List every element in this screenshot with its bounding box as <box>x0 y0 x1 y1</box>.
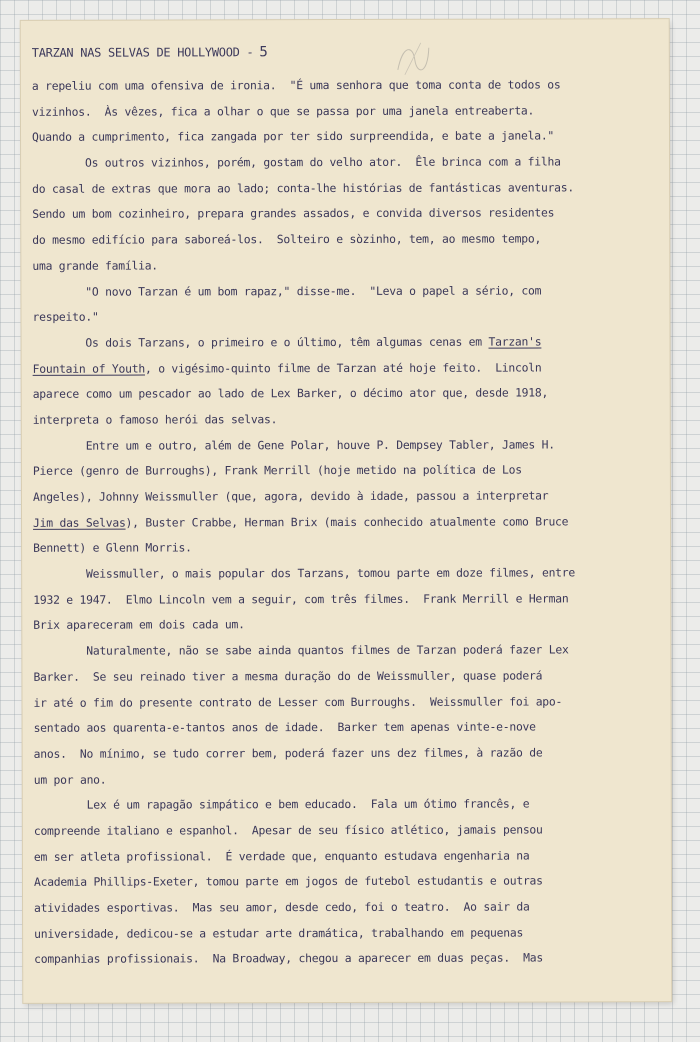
text-line <box>33 329 663 356</box>
text-line <box>32 175 662 202</box>
text-line <box>34 791 664 818</box>
page-number: 5 <box>259 44 268 61</box>
text-line <box>32 124 662 151</box>
line-text: Angeles), Johnny Weissmuller (que, agora, devido à idade, passou a interpretar <box>32 488 549 504</box>
text-line <box>33 535 663 562</box>
line-text: atividades esportivas. Mas seu amor, desde cedo, foi o teatro. Ao sair da <box>34 899 530 915</box>
body-text <box>32 72 664 973</box>
text-line <box>34 740 664 767</box>
line-text: aparece como um pescador ao lado de Lex Barker, o décimo ator que, desde 1918, <box>32 385 549 402</box>
line-text: universidade, dedicou-se a estudar arte dramática, trabalhando em pequenas <box>34 925 524 941</box>
text-line <box>32 72 662 99</box>
text-line <box>32 252 662 279</box>
line-text: compreende italiano e espanhol. Apesar de seu físico atlético, jamais pensou <box>33 822 543 838</box>
text-line <box>34 766 664 793</box>
line-text: Barker. Se seu reinado tiver a mesma duração do de Weissmuller, quase poderá <box>33 668 543 684</box>
line-text: , o vigésimo-quinto filme de Tarzan até hoje feito. Lincoln <box>144 360 542 376</box>
typewritten-page <box>21 19 672 1003</box>
line-text: interpreta o famoso herói das selvas. <box>32 412 278 427</box>
line-text: respeito." <box>32 309 99 325</box>
text-line <box>33 637 663 664</box>
header-title: TARZAN NAS SELVAS DE HOLLYWOOD - <box>31 45 254 60</box>
text-line <box>34 714 664 741</box>
text-line <box>32 98 662 125</box>
line-text: Sendo um bom cozinheiro, prepara grandes assados, e convida diversos residentes <box>32 205 555 222</box>
text-line <box>32 226 662 253</box>
text-line <box>33 483 663 510</box>
line-text: um por ano. <box>33 772 107 787</box>
line-text: Naturalmente, não se sabe ainda quantos filmes de Tarzan poderá fazer Lex <box>33 642 569 658</box>
line-text: Weissmuller, o mais popular dos Tarzans, tomou parte em doze filmes, entre <box>33 565 576 581</box>
text-line <box>32 278 662 305</box>
underlined-title: Fountain of Youth <box>32 361 145 376</box>
line-text: vizinhos. Às vêzes, fica a olhar o que se passa por uma janela entreaberta. <box>31 103 535 119</box>
line-text: Os outros vizinhos, porém, gostam do velho ator. Êle brinca com a filha <box>32 154 561 170</box>
text-line <box>34 843 664 870</box>
line-text: 1932 e 1947. Elmo Lincoln vem a seguir, com três filmes. Frank Merrill e Herman <box>33 591 569 607</box>
text-line <box>33 355 663 382</box>
page-header <box>32 44 268 61</box>
text-line <box>32 303 662 330</box>
line-text: ), Buster Crabbe, Herman Brix (mais conhecido atualmente como Bruce <box>125 514 569 530</box>
underlined-title: Jim das Selvas <box>33 515 126 530</box>
line-text: Os dois Tarzans, o primeiro e o último, têm algumas cenas em <box>32 334 489 350</box>
line-text: do casal de extras que mora ao lado; conta-lhe histórias de fantásticas aventuras. <box>32 180 575 196</box>
line-text: Lex é um rapagão simpático e bem educado. Fala um ótimo francês, e <box>33 796 530 813</box>
text-line <box>33 560 663 587</box>
text-line <box>33 586 663 613</box>
line-text: Bennett) e Glenn Morris. <box>33 540 192 556</box>
text-line <box>32 201 662 228</box>
text-line <box>33 406 663 433</box>
text-line <box>33 689 663 716</box>
line-text: "O novo Tarzan é um bom rapaz," disse-me. "Leva o papel a sério, com <box>32 282 542 299</box>
line-text: companhias profissionais. Na Broadway, chegou a aparecer em duas peças. Mas <box>34 950 543 967</box>
line-text: uma grande família. <box>32 258 158 273</box>
text-line <box>34 920 664 947</box>
line-text: Entre um e outro, além de Gene Polar, houve P. Dempsey Tabler, James H. <box>32 437 555 453</box>
text-line <box>33 380 663 407</box>
line-text: a repeliu com uma ofensiva de ironia. "É uma senhora que toma conta de todos os <box>31 77 561 93</box>
text-line <box>33 612 663 639</box>
line-text: Pierce (genro de Burroughs), Frank Merrill (hoje metido na política de Los <box>32 462 522 479</box>
text-line <box>34 894 664 921</box>
line-text: do mesmo edifício para saboreá-los. Solteiro e sòzinho, tem, ao mesmo tempo, <box>32 231 542 247</box>
line-text: Brix apareceram em dois cada um. <box>33 617 245 633</box>
line-text: sentado aos quarenta-e-tantos anos de idade. Barker tem apenas vinte-e-nove <box>33 719 536 736</box>
line-text: Quando a cumprimento, fica zangada por ter sido surpreendida, e bate a janela." <box>32 128 555 145</box>
text-line <box>34 868 664 895</box>
line-text: anos. No mínimo, se tudo correr bem, poderá fazer uns dez filmes, à razão de <box>33 745 543 761</box>
text-line <box>33 432 663 459</box>
line-text: Academia Phillips-Exeter, tomou parte em jogos de futebol estudantis e outras <box>33 873 543 890</box>
line-text: em ser atleta profissional. É verdade que, enquanto estudava engenharia na <box>33 848 530 864</box>
text-line <box>34 946 664 973</box>
text-line <box>33 663 663 690</box>
text-line <box>34 817 664 844</box>
line-text: ir até o fim do presente contrato de Lesser com Burroughs. Weissmuller foi apo- <box>33 693 563 710</box>
text-line <box>32 149 662 176</box>
underlined-title: Tarzan's <box>488 334 542 349</box>
text-line <box>33 457 663 484</box>
text-line <box>33 509 663 536</box>
